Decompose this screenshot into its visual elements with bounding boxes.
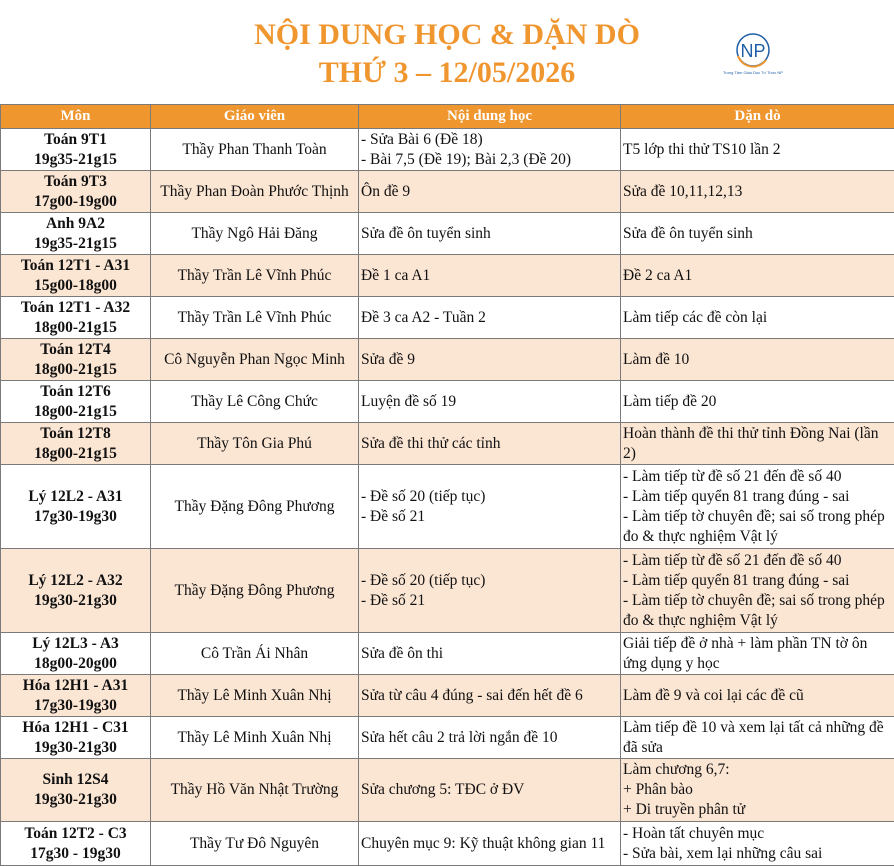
cell-mon bbox=[1, 465, 151, 549]
subject-line: 18g00-21g15 bbox=[3, 360, 148, 380]
cell-giao-vien: Thầy Đặng Đông Phương bbox=[151, 465, 359, 549]
cell-dan-do bbox=[621, 255, 894, 297]
logo-caption: Trung Tâm Giáo Dục Trí Thức NP bbox=[718, 70, 788, 75]
cell-mon bbox=[1, 633, 151, 675]
cell-mon bbox=[1, 549, 151, 633]
cell-giao-vien: Thầy Trần Lê Vĩnh Phúc bbox=[151, 255, 359, 297]
column-header-dan-do: Dặn dò bbox=[621, 105, 894, 129]
cell-dan-do bbox=[621, 297, 894, 339]
subject-line: Toán 12T4 bbox=[3, 340, 148, 360]
assignment-line: + Phân bào bbox=[623, 780, 892, 800]
content-line: - Đề số 20 (tiếp tục) bbox=[361, 571, 618, 591]
cell-dan-do bbox=[621, 171, 894, 213]
subject-line: 17g00-19g00 bbox=[3, 192, 148, 212]
assignment-line: + Di truyền phân tử bbox=[623, 800, 892, 820]
cell-giao-vien: Thầy Hồ Văn Nhật Trường bbox=[151, 759, 359, 822]
cell-noi-dung bbox=[359, 633, 621, 675]
content-line: Đề 3 ca A2 - Tuần 2 bbox=[361, 308, 618, 328]
subject-line: 17g30 - 19g30 bbox=[3, 844, 148, 864]
cell-noi-dung bbox=[359, 213, 621, 255]
subject-line: Sinh 12S4 bbox=[3, 770, 148, 790]
cell-giao-vien: Thầy Ngô Hải Đăng bbox=[151, 213, 359, 255]
assignment-line: - Làm tiếp quyển 81 trang đúng - sai bbox=[623, 487, 892, 507]
page-header bbox=[0, 0, 894, 104]
subject-line: Hóa 12H1 - C31 bbox=[3, 718, 148, 738]
content-line: Sửa từ câu 4 đúng - sai đến hết đề 6 bbox=[361, 686, 618, 706]
table-header-row bbox=[1, 105, 894, 129]
content-line: Sửa hết câu 2 trả lời ngắn đề 10 bbox=[361, 728, 618, 748]
assignment-line: - Làm tiếp từ đề số 21 đến đề số 40 bbox=[623, 467, 892, 487]
table-row bbox=[1, 717, 894, 759]
cell-noi-dung bbox=[359, 129, 621, 171]
cell-noi-dung bbox=[359, 549, 621, 633]
table-row bbox=[1, 381, 894, 423]
subject-line: Lý 12L2 - A31 bbox=[3, 487, 148, 507]
cell-mon bbox=[1, 759, 151, 822]
subject-line: Toán 12T1 - A32 bbox=[3, 298, 148, 318]
cell-giao-vien: Thầy Lê Minh Xuân Nhị bbox=[151, 717, 359, 759]
assignment-line: Làm tiếp đề 10 và xem lại tất cả những đề bbox=[623, 718, 892, 738]
logo-letters: NP bbox=[740, 41, 765, 61]
cell-dan-do bbox=[621, 381, 894, 423]
cell-mon bbox=[1, 129, 151, 171]
assignment-line: - Hoàn tất chuyên mục bbox=[623, 824, 892, 844]
cell-noi-dung bbox=[359, 822, 621, 866]
cell-noi-dung bbox=[359, 465, 621, 549]
cell-mon bbox=[1, 675, 151, 717]
table-row bbox=[1, 129, 894, 171]
subject-line: 18g00-21g15 bbox=[3, 444, 148, 464]
cell-dan-do bbox=[621, 675, 894, 717]
cell-dan-do bbox=[621, 549, 894, 633]
assignment-line: đã sửa bbox=[623, 738, 892, 758]
cell-mon bbox=[1, 255, 151, 297]
subject-line: Toán 12T6 bbox=[3, 382, 148, 402]
cell-dan-do bbox=[621, 423, 894, 465]
subject-line: 19g35-21g15 bbox=[3, 150, 148, 170]
subject-line: 17g30-19g30 bbox=[3, 507, 148, 527]
assignment-line: - Làm tiếp quyển 81 trang đúng - sai bbox=[623, 571, 892, 591]
cell-noi-dung bbox=[359, 423, 621, 465]
cell-dan-do bbox=[621, 129, 894, 171]
cell-noi-dung bbox=[359, 255, 621, 297]
cell-giao-vien: Cô Trần Ái Nhân bbox=[151, 633, 359, 675]
assignment-line: Sửa đề ôn tuyển sinh bbox=[623, 224, 892, 244]
cell-noi-dung bbox=[359, 675, 621, 717]
cell-noi-dung bbox=[359, 759, 621, 822]
cell-mon bbox=[1, 423, 151, 465]
column-header-mon: Môn bbox=[1, 105, 151, 129]
content-line: Sửa đề ôn thi bbox=[361, 644, 618, 664]
content-line: Sửa đề ôn tuyển sinh bbox=[361, 224, 618, 244]
assignment-line: Hoàn thành đề thi thử tỉnh Đồng Nai (lần bbox=[623, 424, 892, 444]
assignment-line: Giải tiếp đề ở nhà + làm phần TN tờ ôn bbox=[623, 634, 892, 654]
content-line: - Sửa Bài 6 (Đề 18) bbox=[361, 130, 618, 150]
cell-mon bbox=[1, 339, 151, 381]
cell-dan-do bbox=[621, 633, 894, 675]
table-row bbox=[1, 213, 894, 255]
assignment-line: 2) bbox=[623, 444, 892, 464]
subject-line: Toán 9T1 bbox=[3, 130, 148, 150]
assignment-line: đo & thực nghiệm Vật lý bbox=[623, 611, 892, 631]
assignment-line: Làm tiếp các đề còn lại bbox=[623, 308, 892, 328]
assignment-line: Làm đề 9 và coi lại các đề cũ bbox=[623, 686, 892, 706]
cell-noi-dung bbox=[359, 717, 621, 759]
assignment-line: Làm tiếp đề 20 bbox=[623, 392, 892, 412]
content-line: Chuyên mục 9: Kỹ thuật không gian 11 bbox=[361, 834, 618, 854]
subject-line: Lý 12L3 - A3 bbox=[3, 634, 148, 654]
assignment-line: Sửa đề 10,11,12,13 bbox=[623, 182, 892, 202]
table-row bbox=[1, 549, 894, 633]
subject-line: 19g30-21g30 bbox=[3, 790, 148, 810]
content-line: - Đề số 21 bbox=[361, 591, 618, 611]
cell-mon bbox=[1, 717, 151, 759]
table-row bbox=[1, 759, 894, 822]
table-row bbox=[1, 423, 894, 465]
subject-line: 19g35-21g15 bbox=[3, 234, 148, 254]
table-row bbox=[1, 171, 894, 213]
np-logo-icon bbox=[718, 30, 788, 70]
subject-line: Toán 12T8 bbox=[3, 424, 148, 444]
assignment-line: - Sửa bài, xem lại những câu sai bbox=[623, 844, 892, 864]
cell-giao-vien: Cô Nguyễn Phan Ngọc Minh bbox=[151, 339, 359, 381]
cell-dan-do bbox=[621, 213, 894, 255]
table-row bbox=[1, 633, 894, 675]
subject-line: Toán 12T1 - A31 bbox=[3, 256, 148, 276]
cell-giao-vien: Thầy Đặng Đông Phương bbox=[151, 549, 359, 633]
content-line: - Đề số 20 (tiếp tục) bbox=[361, 487, 618, 507]
cell-dan-do bbox=[621, 759, 894, 822]
content-line: Ôn đề 9 bbox=[361, 182, 618, 202]
assignment-line: đo & thực nghiệm Vật lý bbox=[623, 527, 892, 547]
schedule-table bbox=[0, 104, 894, 866]
content-line: - Đề số 21 bbox=[361, 507, 618, 527]
table-row bbox=[1, 675, 894, 717]
cell-mon bbox=[1, 297, 151, 339]
assignment-line: Làm đề 10 bbox=[623, 350, 892, 370]
table-row bbox=[1, 465, 894, 549]
subject-line: 15g00-18g00 bbox=[3, 276, 148, 296]
table-row bbox=[1, 255, 894, 297]
subject-line: Lý 12L2 - A32 bbox=[3, 571, 148, 591]
content-line: Luyện đề số 19 bbox=[361, 392, 618, 412]
page-subtitle-date: THỨ 3 – 12/05/2026 bbox=[0, 55, 894, 91]
assignment-line: Làm chương 6,7: bbox=[623, 760, 892, 780]
cell-noi-dung bbox=[359, 381, 621, 423]
cell-noi-dung bbox=[359, 297, 621, 339]
cell-mon bbox=[1, 822, 151, 866]
cell-dan-do bbox=[621, 339, 894, 381]
cell-mon bbox=[1, 213, 151, 255]
table-row bbox=[1, 297, 894, 339]
subject-line: 18g00-21g15 bbox=[3, 402, 148, 422]
cell-noi-dung bbox=[359, 171, 621, 213]
subject-line: Anh 9A2 bbox=[3, 214, 148, 234]
column-header-giao-vien: Giáo viên bbox=[151, 105, 359, 129]
center-logo bbox=[718, 30, 788, 80]
content-line: Sửa đề thi thử các tỉnh bbox=[361, 434, 618, 454]
subject-line: 18g00-21g15 bbox=[3, 318, 148, 338]
assignment-line: - Làm tiếp tờ chuyên đề; sai số trong phép bbox=[623, 507, 892, 527]
subject-line: Toán 12T2 - C3 bbox=[3, 824, 148, 844]
content-line: Sửa chương 5: TĐC ở ĐV bbox=[361, 780, 618, 800]
cell-giao-vien: Thầy Tôn Gia Phú bbox=[151, 423, 359, 465]
cell-mon bbox=[1, 381, 151, 423]
table-row bbox=[1, 822, 894, 866]
assignment-line: - Làm tiếp tờ chuyên đề; sai số trong phép bbox=[623, 591, 892, 611]
cell-giao-vien: Thầy Tư Đô Nguyên bbox=[151, 822, 359, 866]
content-line: - Bài 7,5 (Đề 19); Bài 2,3 (Đề 20) bbox=[361, 150, 618, 170]
assignment-line: - Làm tiếp từ đề số 21 đến đề số 40 bbox=[623, 551, 892, 571]
assignment-line: T5 lớp thi thử TS10 lần 2 bbox=[623, 140, 892, 160]
column-header-noi-dung: Nội dung học bbox=[359, 105, 621, 129]
subject-line: 18g00-20g00 bbox=[3, 654, 148, 674]
cell-dan-do bbox=[621, 465, 894, 549]
subject-line: Hóa 12H1 - A31 bbox=[3, 676, 148, 696]
subject-line: Toán 9T3 bbox=[3, 172, 148, 192]
content-line: Sửa đề 9 bbox=[361, 350, 618, 370]
assignment-line: ứng dụng y học bbox=[623, 654, 892, 674]
assignment-line: Đề 2 ca A1 bbox=[623, 266, 892, 286]
cell-giao-vien: Thầy Lê Công Chức bbox=[151, 381, 359, 423]
table-body bbox=[1, 129, 894, 866]
cell-dan-do bbox=[621, 822, 894, 866]
cell-noi-dung bbox=[359, 339, 621, 381]
cell-dan-do bbox=[621, 717, 894, 759]
page-title: NỘI DUNG HỌC & DẶN DÒ bbox=[0, 17, 894, 53]
cell-giao-vien: Thầy Trần Lê Vĩnh Phúc bbox=[151, 297, 359, 339]
cell-giao-vien: Thầy Lê Minh Xuân Nhị bbox=[151, 675, 359, 717]
subject-line: 19g30-21g30 bbox=[3, 591, 148, 611]
subject-line: 19g30-21g30 bbox=[3, 738, 148, 758]
subject-line: 17g30-19g30 bbox=[3, 696, 148, 716]
table-row bbox=[1, 339, 894, 381]
cell-mon bbox=[1, 171, 151, 213]
cell-giao-vien: Thầy Phan Đoàn Phước Thịnh bbox=[151, 171, 359, 213]
content-line: Đề 1 ca A1 bbox=[361, 266, 618, 286]
cell-giao-vien: Thầy Phan Thanh Toàn bbox=[151, 129, 359, 171]
